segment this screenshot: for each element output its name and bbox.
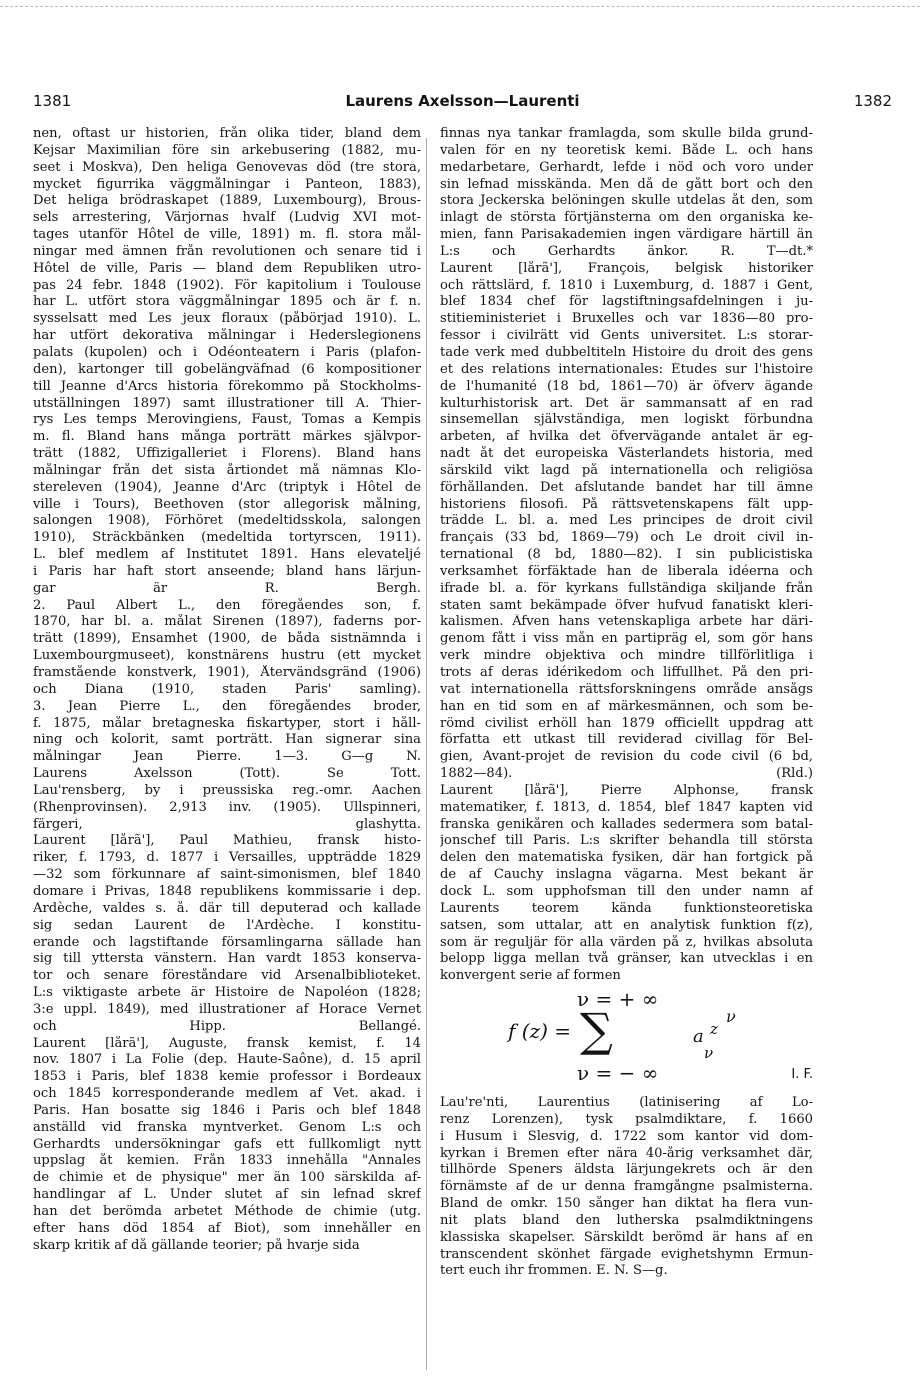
- text-line: ville i Tours), Beethoven (stor allegorisk målning,: [33, 496, 421, 512]
- text-line: författa ett utkast till reviderad civillag för Bel-: [440, 732, 813, 748]
- text-line: de l'humanité (18 bd, 1861—70) är öfverv ägande: [440, 378, 813, 394]
- text-line: belopp ligga mellan två gränser, kan utvecklas i en: [440, 951, 813, 967]
- text-line: Hôtel de ville, Paris — bland dem Republiken utro-: [33, 260, 421, 276]
- column-divider: [426, 138, 427, 1370]
- text-line: historiens filosofi. På rättsvetenskapens fält upp-: [440, 496, 813, 512]
- text-line: medarbetare, Gerhardt, lefde i nöd och voro under: [440, 159, 813, 175]
- text-line: jonschef till Paris. L:s skrifter behandla till största: [440, 833, 813, 849]
- right-column-text-b: [440, 1095, 813, 1280]
- text-line: riker, f. 1793, d. 1877 i Versailles, uppträdde 1829: [33, 850, 421, 866]
- text-line: römd civilist erhöll han 1879 officiellt uppdrag att: [440, 715, 813, 731]
- text-line: Lau'rensberg, by i preussiska reg.-omr. Aachen: [33, 782, 421, 798]
- article-signature: I. F.: [791, 1067, 813, 1083]
- text-line: domare i Privas, 1848 republikens kommissarie i dep.: [33, 883, 421, 899]
- text-line: särskild vikt lagd på internationella och religiösa: [440, 462, 813, 478]
- text-line: f. 1875, målar bretagneska fiskartyper, stort i håll-: [33, 715, 421, 731]
- text-line: gien, Avant-projet de revision du code civil (6 bd,: [440, 749, 813, 765]
- text-line: Det heliga brödraskapet (1889, Luxembourg), Brous-: [33, 193, 421, 209]
- text-line: Bland de omkr. 150 sånger han diktat ha flera vun-: [440, 1196, 813, 1212]
- text-line: satsen, som uttalar, att en analytisk funktion f(z),: [440, 917, 813, 933]
- text-line: verk mindre objektiva och mindre tillförlitliga i: [440, 648, 813, 664]
- text-line: 1910), Sträckbänken (medeltida tortyrscen, 1911).: [33, 530, 421, 546]
- text-line: Laurent [lårã'], Auguste, fransk kemist, f. 14: [33, 1035, 421, 1051]
- text-line: 3:e uppl. 1849), med illustrationer af Horace Vernet: [33, 1001, 421, 1017]
- right-page-number: 1382: [853, 92, 892, 110]
- text-line: till Jeanne d'Arcs historia förekommo på Stockholms-: [33, 378, 421, 394]
- left-page-number: 1381: [33, 92, 72, 110]
- text-line: ifrade bl. a. för kyrkans fullständiga skiljande från: [440, 580, 813, 596]
- text-line: stora Jeckerska belöningen skulle utdelas åt den, som: [440, 193, 813, 209]
- text-line: matematiker, f. 1813, d. 1854, blef 1847 kapten vid: [440, 799, 813, 815]
- text-line: sig till yttersta vänstern. Han vardt 1853 konserva-: [33, 951, 421, 967]
- text-line: tade verk med dubbeltiteln Histoire du droit des gens: [440, 344, 813, 360]
- text-line: inlagt de största förtjänsterna om den organiska ke-: [440, 210, 813, 226]
- text-line: franska genikåren och kallades sedermera som batal-: [440, 816, 813, 832]
- running-title: Laurens Axelsson—Laurenti: [345, 92, 580, 110]
- text-line: kyrkan i Bremen efter nära 40-årig verksamhet där,: [440, 1145, 813, 1161]
- laurent-series-formula: [440, 985, 813, 1095]
- text-line: sinsemellan självständiga, men logiskt förbundna: [440, 412, 813, 428]
- text-line: som är reguljär för alla värden på z, hvilkas absoluta: [440, 934, 813, 950]
- text-line: transcendent skönhet färgade evighetshymn Ermun-: [440, 1246, 813, 1262]
- text-line: trätt (1882, Uffizigalleriet i Florens). Bland hans: [33, 446, 421, 462]
- text-line: 1870, har bl. a. målat Sirenen (1897), faderns por-: [33, 614, 421, 630]
- text-line: Laurens Axelsson (Tott). Se Tott.: [33, 766, 421, 782]
- text-line: gar är R. Bergh.: [33, 580, 421, 596]
- text-line: tillhörde Speners äldsta lärjungekrets och är den: [440, 1162, 813, 1178]
- text-line: han en tid som en af märkesmännen, och som be-: [440, 698, 813, 714]
- text-line: delen den matematiska fysiken, där han fortgick på: [440, 850, 813, 866]
- text-line: stereleven (1904), Jeanne d'Arc (triptyk i Hôtel de: [33, 479, 421, 495]
- formula-subscript: ν: [704, 1044, 714, 1063]
- formula-coefficient: a: [693, 1026, 704, 1048]
- text-line: och rättslärd, f. 1810 i Luxemburg, d. 1887 i Gent,: [440, 277, 813, 293]
- text-line: sysselsatt med Les jeux floraux (påbörjad 1910). L.: [33, 311, 421, 327]
- text-line: nadt åt det europeiska Västerlandets historia, med: [440, 446, 813, 462]
- text-line: tert euch ihr frommen. E. N. S—g.: [440, 1263, 668, 1279]
- text-line: handlingar af L. Under slutet af sin lefnad skref: [33, 1187, 421, 1203]
- text-line: genom fått i viss mån en partipräg el, som gör hans: [440, 631, 813, 647]
- text-line: fessor i civilrätt vid Gents universitet. L:s storar-: [440, 328, 813, 344]
- text-line: och Hipp. Bellangé.: [33, 1018, 421, 1034]
- text-line: sig sedan Laurent de l'Ardèche. I konstitu-: [33, 917, 421, 933]
- text-line: Gerhardts undersökningar gafs ett fullkomligt nytt: [33, 1136, 421, 1152]
- text-line: Laurent [lårã'], Paul Mathieu, fransk histo-: [33, 833, 421, 849]
- text-line: Kejsar Maximilian före sin arkebusering (1882, mu-: [33, 142, 421, 158]
- text-line: L. blef medlem af Institutet 1891. Hans elevateljé: [33, 547, 421, 563]
- right-column-text-a: [440, 126, 813, 985]
- text-line: uppslag åt kemien. Från 1833 innehålla "Annales: [33, 1153, 421, 1169]
- text-line: sels arrestering, Värjornas hvalf (Ludvig XVI mot-: [33, 210, 421, 226]
- text-line: français (33 bd, 1869—79) och Le droit civil in-: [440, 530, 813, 546]
- text-line: ningar med ämnen från revolutionen och senare tid i: [33, 243, 421, 259]
- text-line: och Diana (1910, staden Paris' samling).: [33, 681, 421, 697]
- text-line: dock L. som upphofsman till den under namn af: [440, 883, 813, 899]
- text-line: den), kartonger till gobelängväfnad (6 kompositioner: [33, 361, 421, 377]
- text-line: Laurents teorem kända funktionsteoretiska: [440, 900, 813, 916]
- text-line: tages utanför Hôtel de ville, 1891) m. fl. stora mål-: [33, 227, 421, 243]
- text-line: palats (kupolen) och i Odéonteatern i Paris (plafon-: [33, 344, 421, 360]
- formula-lower-limit: ν = − ∞: [577, 1061, 659, 1086]
- text-line: nen, oftast ur historien, från olika tider, bland dem: [33, 126, 421, 141]
- text-line: m. fl. Bland hans många porträtt märkes självpor-: [33, 429, 421, 445]
- text-line: trätt (1899), Ensamhet (1900, de båda sistnämnda i: [33, 631, 421, 647]
- text-line: ning och kolorit, samt porträtt. Han signerar sina: [33, 732, 421, 748]
- text-line: renz Lorenzen), tysk psalmdiktare, f. 1660: [440, 1111, 813, 1127]
- text-line: har L. utfört stora väggmålningar 1895 och är f. n.: [33, 294, 421, 310]
- text-line: kalismen. Äfven hans vetenskapliga arbete har däri-: [440, 614, 813, 630]
- text-line: trädde L. bl. a. med Les principes de droit civil: [440, 513, 813, 529]
- text-line: förnämste af de ur denna framgångne psalmisterna.: [440, 1179, 813, 1195]
- text-line: Luxembourgmuseet), konstnärens hustru (ett mycket: [33, 648, 421, 664]
- text-line: Paris. Han bosatte sig 1846 i Paris och blef 1848: [33, 1102, 421, 1118]
- text-line: arbeten, af hvilka det öfvervägande antalet är eg-: [440, 429, 813, 445]
- text-line: mycket figurrika väggmålningar i Panteon, 1883),: [33, 176, 421, 192]
- formula-lhs: f (z) =: [508, 1019, 572, 1044]
- text-line: (Rhenprovinsen). 2,913 inv. (1905). Ullspinneri,: [33, 799, 421, 815]
- sigma-symbol: ∑: [580, 1003, 613, 1058]
- text-line: framstående konstverk, 1901), Återvändsgränd (1906): [33, 665, 421, 680]
- text-line: Laurent [lårã'], François, belgisk historiker: [440, 260, 813, 276]
- text-line: 1882—84). (Rld.): [440, 766, 813, 782]
- text-line: i Paris har haft stort anseende; bland hans lärjun-: [33, 563, 421, 579]
- top-rule: [0, 6, 920, 7]
- formula-exponent: ν: [726, 1007, 736, 1027]
- text-line: staten samt bekämpade öfver hufvud fanatiskt kleri-: [440, 597, 813, 613]
- text-line: L:s och Gerhardts änkor. R. T—dt.*: [440, 243, 813, 259]
- text-line: kulturhistorisk art. Det är sammansatt af en rad: [440, 395, 813, 411]
- text-line: efter hans död 1854 af Biot), som innehåller en: [33, 1220, 421, 1236]
- text-line: stitieministeriet i Bruxelles och var 1836—80 pro-: [440, 311, 813, 327]
- text-line: i Husum i Slesvig, d. 1722 som kantor vid dom-: [440, 1128, 813, 1144]
- text-line: sin lefnad misskända. Men då de gått bort och den: [440, 176, 813, 192]
- text-line: vat internationella rättsforskningens område ansågs: [440, 681, 813, 697]
- text-line: nit plats bland den lutherska psalmdiktningens: [440, 1212, 813, 1228]
- text-line: pas 24 febr. 1848 (1902). För kapitolium i Toulouse: [33, 277, 421, 293]
- text-line: anställd vid franska myntverket. Genom L:s och: [33, 1119, 421, 1135]
- text-line: de af Cauchy inslagna vägarna. Mest bekant är: [440, 867, 813, 883]
- text-line: och 1845 korresponderande medlem af Vet. akad. i: [33, 1086, 421, 1102]
- left-column: [33, 126, 421, 1255]
- text-line: rys Les temps Merovingiens, Faust, Tomas a Kempis: [33, 412, 421, 428]
- text-line: —32 som förkunnare af saint-simonismen, blef 1840: [33, 867, 421, 883]
- text-line: skarp kritik af då gällande teorier; på hvarje sida: [33, 1237, 360, 1253]
- text-line: verksamhet förfäktade han de liberala idéerna och: [440, 563, 813, 579]
- formula-variable: z: [710, 1020, 718, 1039]
- text-line: trots af deras idérikedom och liffullhet. På den pri-: [440, 665, 813, 680]
- text-line: erande och lagstiftande församlingarna sällade han: [33, 934, 421, 950]
- page-header: [33, 92, 892, 114]
- text-line: blef 1834 chef för lagstiftningsafdelningen i ju-: [440, 294, 813, 310]
- text-line: målningar från det sista årtiondet må nämnas Klo-: [33, 462, 421, 478]
- text-line: de chimie et de physique" mer än 100 särskilda af-: [33, 1170, 421, 1186]
- text-line: L:s viktigaste arbete är Histoire de Napoléon (1828;: [33, 985, 421, 1001]
- text-line: finnas nya tankar framlagda, som skulle bilda grund-: [440, 126, 813, 141]
- text-line: et des relations internationales: Études sur l'histoire: [440, 361, 813, 377]
- text-line: 1853 i Paris, blef 1838 kemie professor i Bordeaux: [33, 1069, 421, 1085]
- text-line: konvergent serie af formen: [440, 968, 621, 984]
- text-line: Lau're'nti, Laurentius (latinisering af Lo-: [440, 1095, 813, 1111]
- text-line: klassiska skapelser. Särskildt berömd är hans af en: [440, 1229, 813, 1245]
- text-line: 3. Jean Pierre L., den föregåendes broder,: [33, 698, 421, 714]
- text-line: utställningen 1897) samt illustrationer till A. Thier-: [33, 395, 421, 411]
- text-line: har utfört dekorativa målningar i Hederslegionens: [33, 328, 421, 344]
- right-column: [440, 126, 813, 1280]
- text-line: Ardèche, valdes s. å. där till deputerad och kallade: [33, 900, 421, 916]
- text-line: färgeri, glashytta.: [33, 816, 421, 832]
- text-line: 2. Paul Albert L., den föregåendes son, f.: [33, 597, 421, 613]
- text-line: mien, fann Parisakademien ingen värdigare härtill än: [440, 227, 813, 243]
- text-line: han det berömda arbetet Méthode de chimie (utg.: [33, 1204, 421, 1219]
- text-line: ternational (8 bd, 1880—82). I sin publicistiska: [440, 547, 813, 563]
- formula-upper-limit: ν = + ∞: [577, 987, 659, 1012]
- text-line: målningar Jean Pierre. 1—3. G—g N.: [33, 749, 421, 765]
- text-line: tor och senare föreståndare vid Arsenalbiblioteket.: [33, 968, 421, 984]
- text-line: Laurent [lårã'], Pierre Alphonse, fransk: [440, 782, 813, 798]
- text-line: valen för en ny teoretisk kemi. Både L. och hans: [440, 142, 813, 158]
- text-line: förhållanden. Det afslutande bandet har till ämne: [440, 479, 813, 495]
- text-line: salongen 1908), Förhöret (medeltidsskola, salongen: [33, 513, 421, 529]
- text-line: seet i Moskva), Den heliga Genovevas död (tre stora,: [33, 159, 421, 175]
- text-line: nov. 1807 i La Folie (dep. Haute-Saône), d. 15 april: [33, 1052, 421, 1068]
